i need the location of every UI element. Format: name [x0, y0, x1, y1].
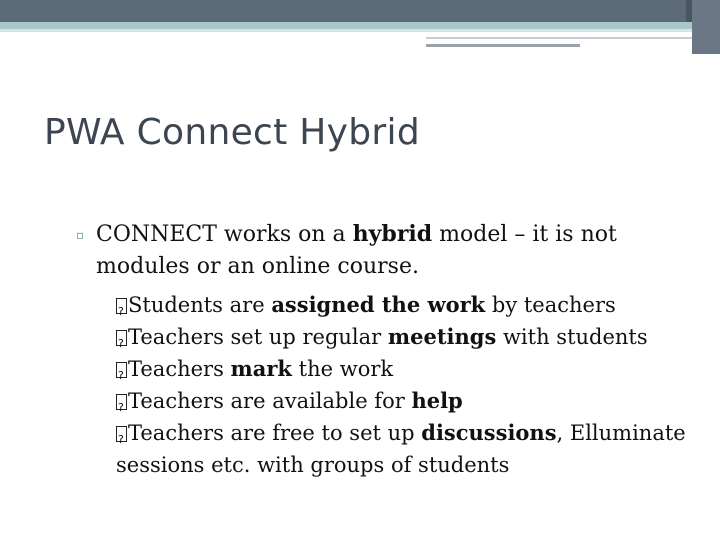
sub-bullet-text: with students	[496, 325, 648, 349]
sub-bullet-text: Students are	[128, 293, 272, 317]
header-teal-stripe	[0, 22, 692, 29]
main-bullet-suffix: model – it is not modules or an online course.	[96, 222, 617, 279]
sub-bullet-text: Teachers are available for	[128, 389, 412, 413]
sub-bullet-text: , Elluminate sessions etc. with groups of students	[116, 421, 686, 477]
missing-glyph-icon	[116, 394, 127, 410]
header-accent-block	[692, 0, 720, 54]
missing-glyph-icon	[116, 426, 127, 442]
missing-glyph-icon	[116, 362, 127, 378]
sub-bullet-item	[116, 353, 696, 385]
header-thin-rule	[426, 37, 692, 39]
sub-bullet-bold: mark	[230, 356, 292, 381]
header-band	[0, 0, 720, 22]
header-light-stripe	[0, 29, 692, 32]
sub-bullet-text: the work	[291, 357, 394, 381]
sub-bullet-bold: help	[411, 388, 463, 413]
missing-glyph-icon	[116, 298, 127, 314]
square-bullet-icon: ▫	[76, 228, 85, 242]
sub-bullet-item	[116, 417, 696, 481]
sub-bullet-text: Teachers set up regular	[128, 325, 388, 349]
sub-bullet-bold: assigned the work	[271, 292, 486, 317]
slide-body	[76, 218, 696, 481]
main-bullet-bold: hybrid	[352, 221, 433, 247]
sub-bullet-item	[116, 321, 696, 353]
sub-bullet-list	[76, 289, 696, 481]
sub-bullet-item	[116, 289, 696, 321]
header-short-rule	[426, 44, 580, 47]
missing-glyph-icon	[116, 330, 127, 346]
sub-bullet-text: Teachers are free to set up	[128, 421, 422, 445]
sub-bullet-bold: meetings	[387, 324, 497, 349]
main-bullet-prefix: CONNECT works on a	[96, 222, 353, 247]
slide-title: PWA Connect Hybrid	[44, 112, 420, 153]
sub-bullet-bold: discussions	[421, 420, 557, 445]
main-bullet	[76, 218, 696, 283]
sub-bullet-text: Teachers	[128, 357, 231, 381]
sub-bullet-item	[116, 385, 696, 417]
sub-bullet-text: by teachers	[485, 293, 616, 317]
